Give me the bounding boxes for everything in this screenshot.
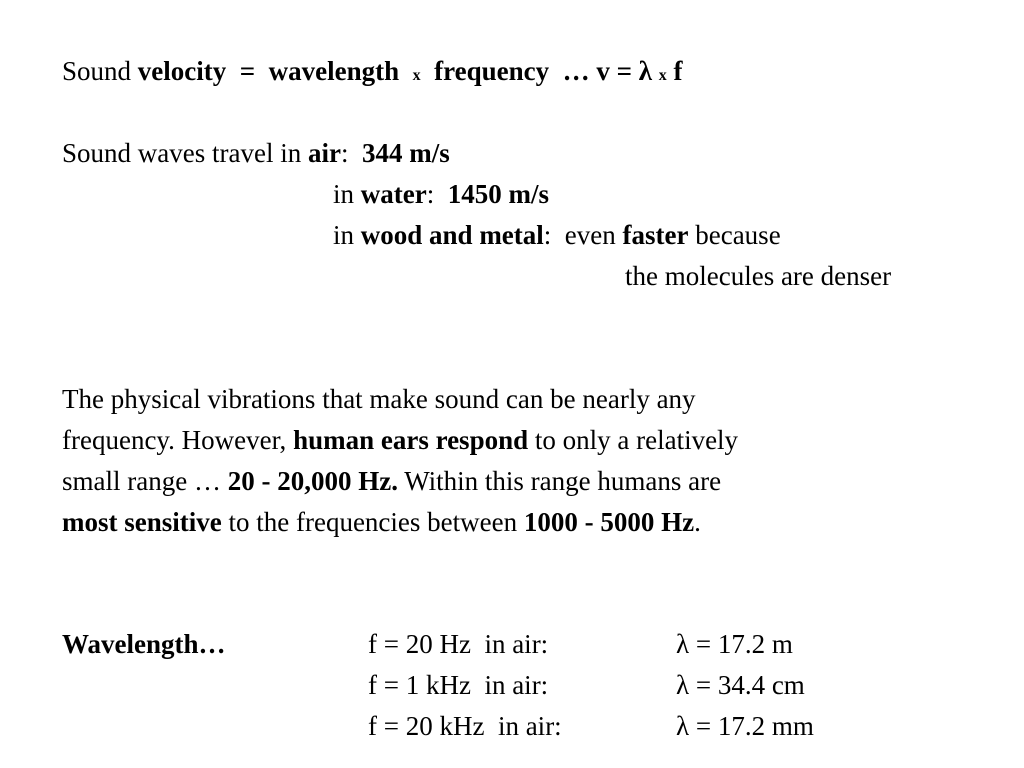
formula-line [62, 58, 683, 85]
formula-eq2: = [616, 56, 633, 86]
formula-ellipsis: … [562, 56, 590, 86]
paragraph-line-1 [62, 386, 696, 413]
speed-wood-reason [625, 263, 891, 290]
speed-air-prefix: Sound waves travel in [62, 138, 302, 168]
speed-wood-medium: wood and metal [360, 220, 544, 250]
formula-f: f [673, 56, 683, 86]
wavelength-row-3-result: λ = 17.2 mm [676, 711, 814, 741]
paragraph-l3b: 20 - 20,000 Hz. [227, 466, 398, 496]
formula-frequency: frequency [434, 56, 550, 86]
speed-water-colon: : [426, 179, 435, 209]
speed-air-colon: : [340, 138, 349, 168]
speed-water-in: in [333, 179, 355, 209]
speed-air-value: 344 m/s [361, 138, 450, 168]
speed-air-line [62, 140, 450, 167]
paragraph-l4b: to the frequencies between [228, 507, 518, 537]
paragraph-l2a: frequency. However, [62, 425, 287, 455]
formula-times2: x [658, 67, 667, 84]
formula-wavelength: wavelength [268, 56, 400, 86]
wavelength-row-2-condition: f = 1 kHz in air: [368, 670, 549, 700]
speed-water-line [333, 181, 549, 208]
formula-sound: Sound [62, 56, 132, 86]
paragraph-l4c: 1000 - 5000 Hz [523, 507, 695, 537]
wavelength-row-3-condition: f = 20 kHz in air: [368, 711, 562, 741]
speed-wood-in: in [333, 220, 355, 250]
paragraph-l1: The physical vibrations that make sound can be nearly any [62, 384, 696, 414]
paragraph-l2b: human ears respond [293, 425, 529, 455]
paragraph-l3c: Within this range humans are [404, 466, 722, 496]
speed-water-medium: water [360, 179, 427, 209]
paragraph-l4d: . [694, 507, 701, 537]
speed-wood-line [333, 222, 781, 249]
speed-water-value: 1450 m/s [447, 179, 549, 209]
paragraph-line-2 [62, 427, 738, 454]
formula-lambda: λ [638, 56, 653, 86]
paragraph-l3a: small range … [62, 466, 221, 496]
speed-wood-because: because [695, 220, 781, 250]
paragraph-line-3 [62, 468, 721, 495]
speed-wood-reason-text: the molecules are denser [625, 261, 892, 291]
paragraph-l2c: to only a relatively [534, 425, 739, 455]
speed-wood-even: even [564, 220, 616, 250]
paragraph-l4a: most sensitive [62, 507, 222, 537]
paragraph-line-4 [62, 509, 701, 536]
wavelength-row-1-result: λ = 17.2 m [676, 629, 793, 659]
formula-equals: = [239, 56, 256, 86]
speed-air-medium: air [307, 138, 341, 168]
formula-times: x [412, 67, 421, 84]
speed-wood-faster: faster [622, 220, 689, 250]
wavelength-heading: Wavelength… [62, 629, 226, 659]
wavelength-row-2-result: λ = 34.4 cm [676, 670, 805, 700]
formula-v: v [596, 56, 610, 86]
wavelength-row-1-condition: f = 20 Hz in air: [368, 629, 549, 659]
formula-velocity: velocity [137, 56, 227, 86]
speed-wood-colon: : [543, 220, 552, 250]
